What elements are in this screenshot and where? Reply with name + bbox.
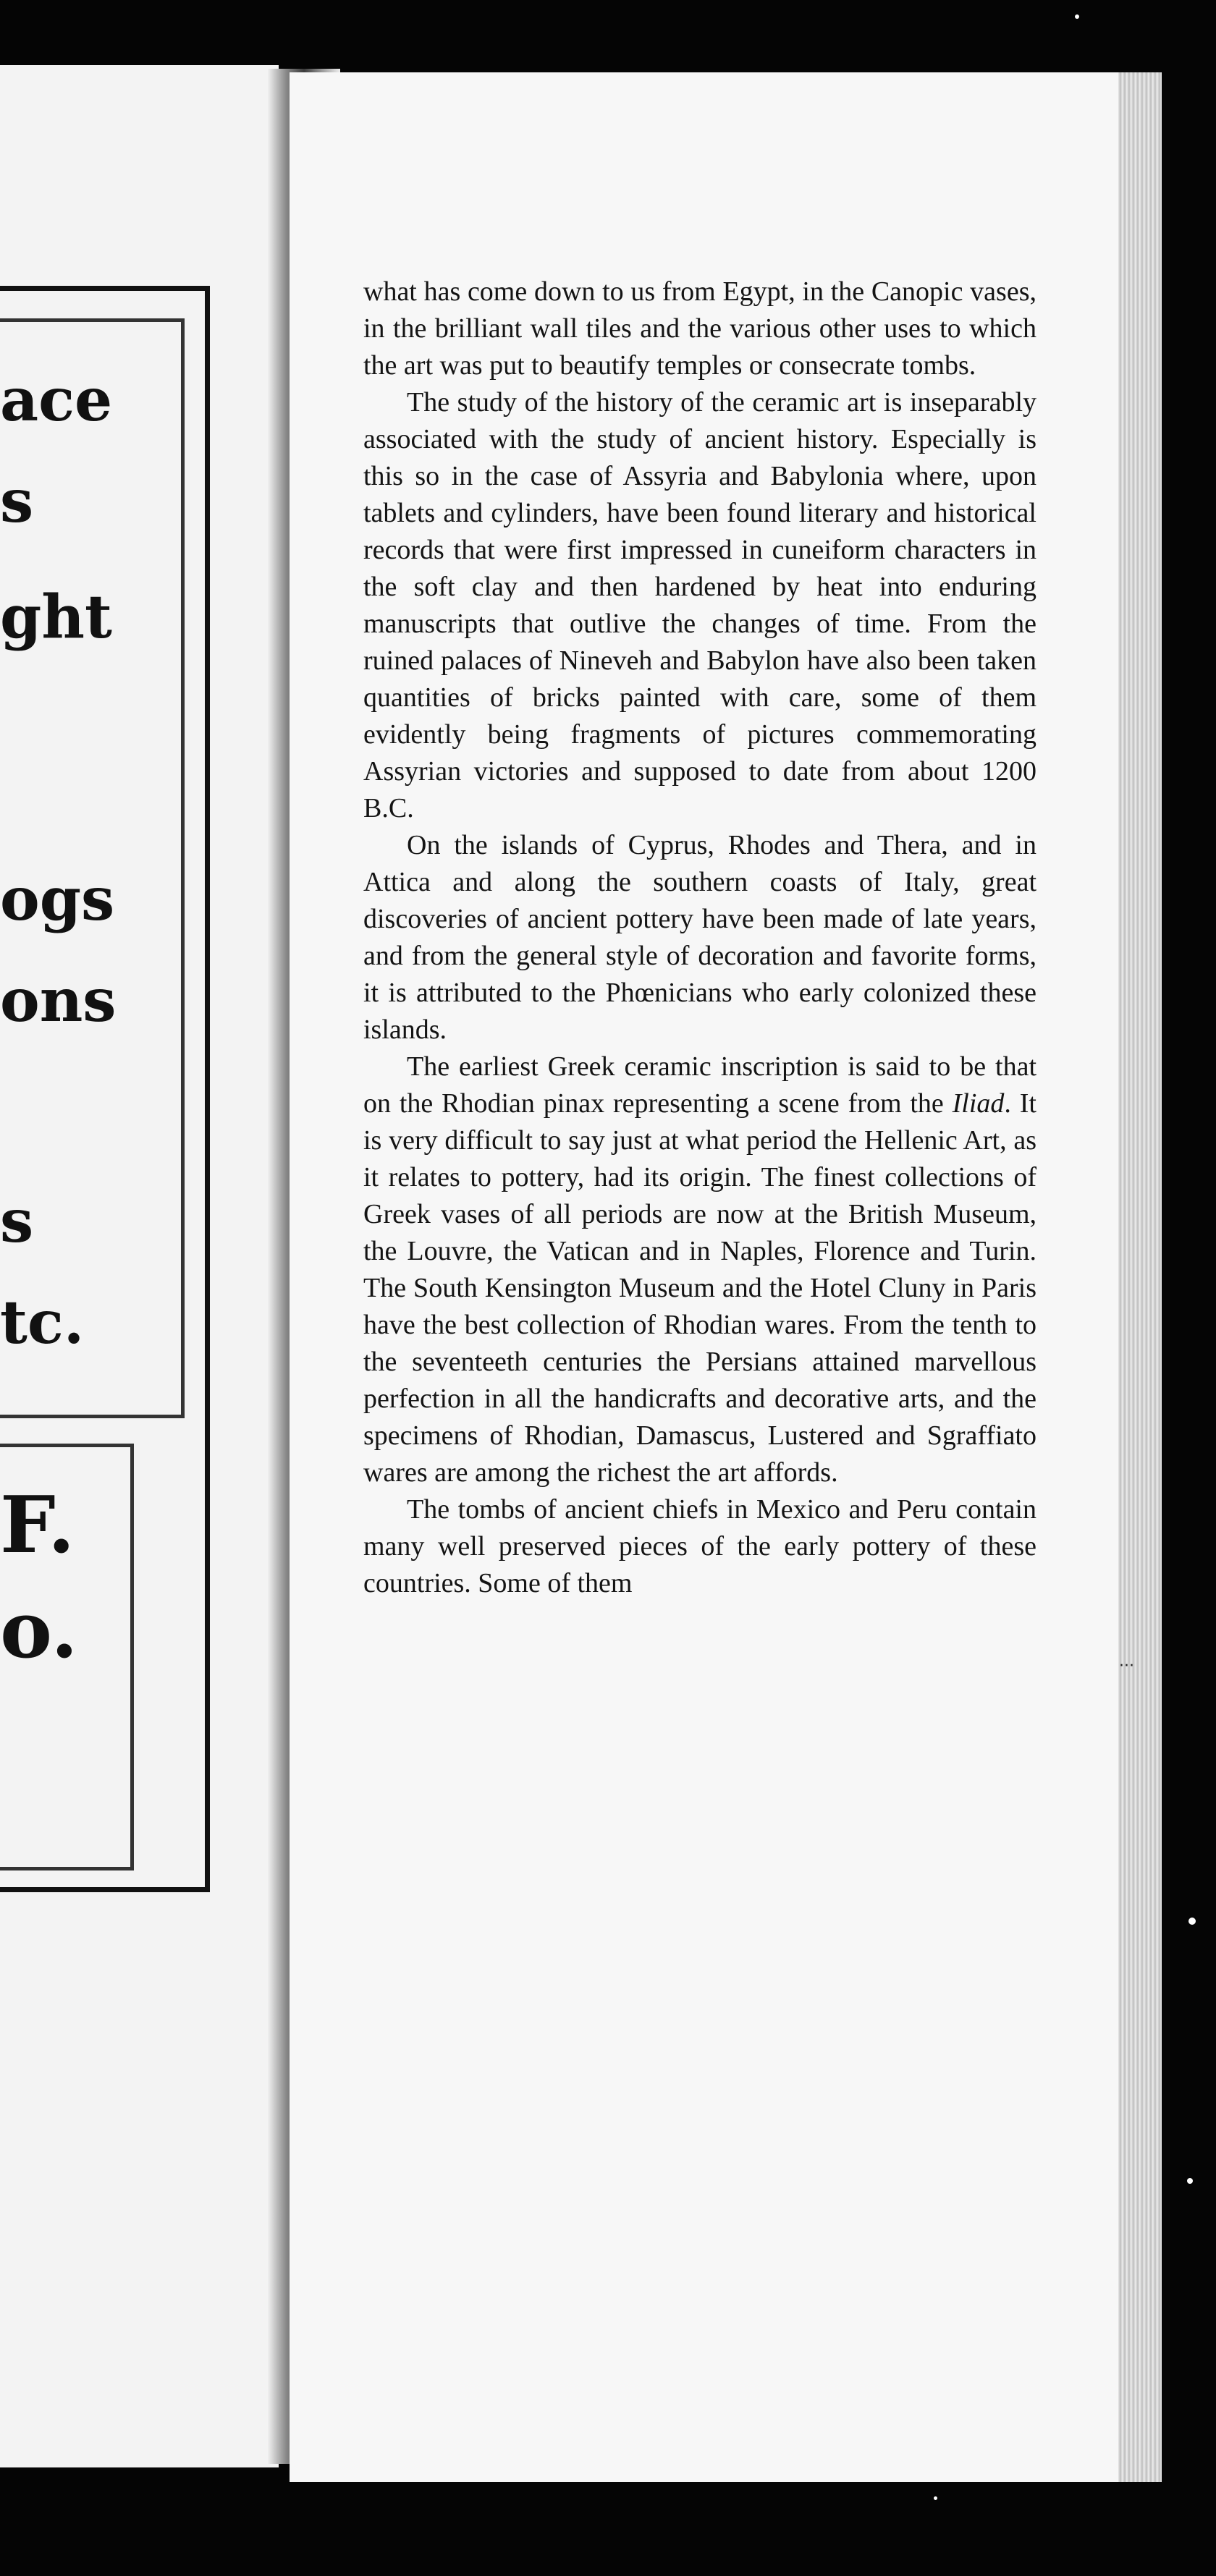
ad-text-fragment: ogs bbox=[0, 865, 115, 934]
paragraph: what has come down to us from Egypt, in the Canopic vases, in the brilliant wall tiles and the various other uses to which the art was put to beautify temples or consecrate tombs. bbox=[363, 276, 1036, 381]
ad-text-fragment: tc. bbox=[0, 1288, 85, 1357]
paragraph: The tombs of ancient chiefs in Mexico and Peru contain many well preserved pieces of the early pottery of these countries. Some of them bbox=[363, 1494, 1036, 1598]
paragraph: The earliest Greek ceramic inscription is said to be that on the Rhodian pinax representing a scene from the Iliad. It is very difficult to say just at what period the Hellenic Art, as it relates to pottery, had its origin. The finest collections of Greek vases of all periods are now at the British Museum, the Louvre, the Vatican and in Naples, Florence and Turin. The South Kensington Museum and the Hotel Cluny in Paris have the best collection of Rhodian wares. From the tenth to the seventeeth centuries the Persians attained marvellous perfection in all the handicrafts and decorative arts, and the specimens of Rhodian, Damascus, Lustered and Sgraffiato wares are among the richest the art affords. bbox=[363, 1051, 1036, 1488]
ad-text-fragment: s bbox=[0, 1187, 34, 1256]
scan-speck bbox=[1187, 2178, 1193, 2184]
ad-text-fragment: o. bbox=[0, 1585, 78, 1676]
scan-speck bbox=[1075, 14, 1079, 19]
ad-text-fragment: F. bbox=[0, 1480, 75, 1571]
ad-text-fragment: ght bbox=[0, 582, 112, 652]
scan-speck bbox=[1188, 1918, 1196, 1925]
page-edge bbox=[1118, 72, 1162, 2482]
ad-text-fragment: ons bbox=[0, 966, 117, 1035]
ad-text-fragment: s bbox=[0, 467, 34, 536]
book-title-emphasis: Iliad bbox=[952, 1088, 1005, 1119]
ad-text-fragment: ace bbox=[0, 365, 113, 435]
margin-mark: ··· bbox=[1119, 1657, 1134, 1675]
paragraph: The study of the history of the ceramic art is inseparably associated with the study of ancient history. Especially is this so in the case of Assyria and Babylonia where, upon tablets and cylinders, have been found literary and historical records that were first impressed in cuneiform characters in the soft clay and then hardened by heat into enduring manuscripts that outlive the changes of time. From the ruined palaces of Nineveh and Babylon have also been taken quantities of bricks painted with care, some of them evidently being fragments of pictures commemorating Assyrian victories and supposed to date from about 1200 B.C. bbox=[363, 387, 1036, 823]
paragraph: On the islands of Cyprus, Rhodes and Thera, and in Attica and along the southern coasts of Italy, great discoveries of ancient pottery have been made of late years, and from the general style of decoration and favorite forms, it is attributed to the Phœnicians who early colonized these islands. bbox=[363, 830, 1036, 1045]
body-text bbox=[363, 274, 1036, 1602]
scan-speck bbox=[934, 2496, 937, 2500]
